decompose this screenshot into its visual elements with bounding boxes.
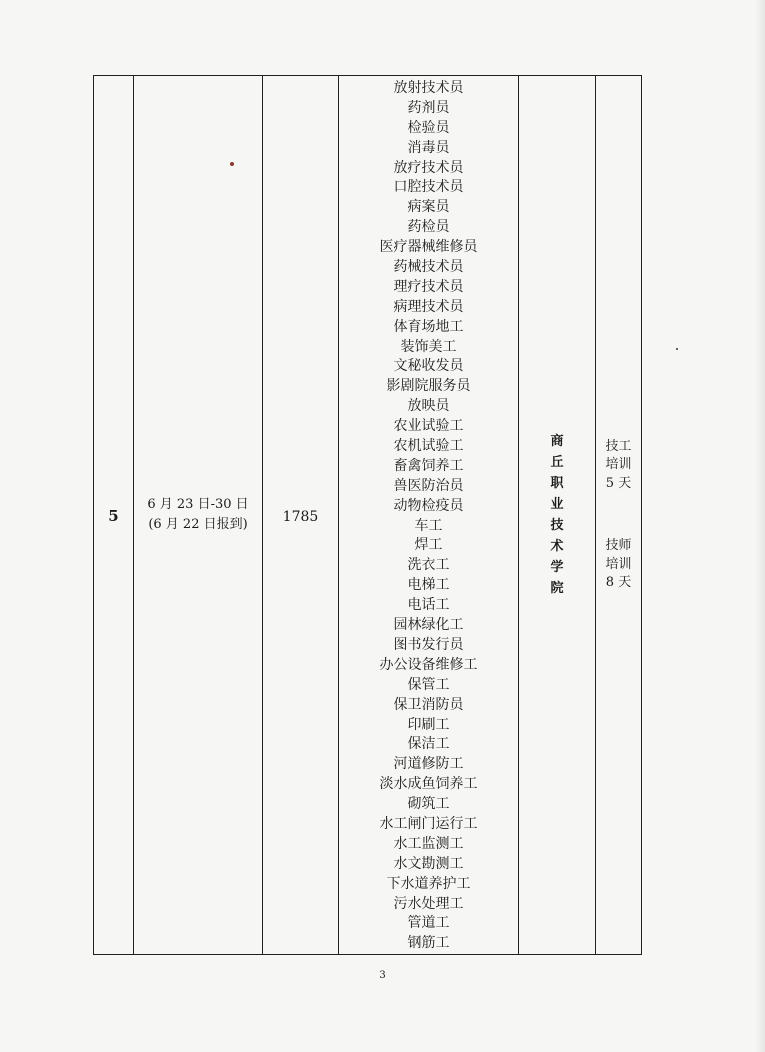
job-type-item: 河道修防工	[393, 756, 464, 773]
technician-training-line2: 培训	[605, 457, 632, 473]
job-type-item: 文秘收发员	[393, 358, 464, 375]
job-type-item: 检验员	[407, 119, 450, 136]
senior-technician-training-line1: 技师	[605, 538, 632, 554]
job-type-item: 病理技术员	[393, 298, 464, 315]
table-row	[94, 76, 642, 955]
note-spacer	[596, 493, 641, 537]
job-type-item: 洗衣工	[407, 557, 450, 574]
job-type-item: 园林绿化工	[393, 617, 464, 634]
job-type-item: 保卫消防员	[393, 696, 464, 713]
job-type-item: 车工	[414, 517, 443, 534]
job-type-item: 电话工	[407, 597, 450, 614]
job-type-item: 药械技术员	[393, 259, 464, 276]
job-type-item: 保管工	[407, 676, 450, 693]
job-type-item: 农业试验工	[393, 418, 464, 435]
job-type-item: 图书发行员	[393, 636, 464, 653]
job-type-item: 装饰美工	[400, 338, 457, 355]
job-type-item: 兽医防治员	[393, 477, 464, 494]
job-type-item: 钢筋工	[407, 935, 450, 952]
job-type-item: 水工闸门运行工	[379, 815, 478, 832]
job-type-item: 畜禽饲养工	[393, 457, 464, 474]
job-type-item: 污水处理工	[393, 895, 464, 912]
job-type-item: 水文勘测工	[393, 855, 464, 872]
job-type-item: 淡水成鱼饲养工	[379, 776, 478, 793]
job-type-item: 药检员	[407, 219, 450, 236]
job-type-item: 放射技术员	[393, 80, 464, 96]
job-type-item: 农机试验工	[393, 438, 464, 455]
job-type-item: 下水道养护工	[386, 875, 471, 892]
job-type-item: 口腔技术员	[393, 179, 464, 196]
job-type-item: 医疗器械维修员	[379, 239, 478, 256]
job-type-item: 电梯工	[407, 577, 450, 594]
job-type-item: 消毒员	[407, 139, 450, 156]
job-type-item: 动物检疫员	[393, 497, 464, 514]
sequence-cell	[94, 76, 134, 955]
training-schedule-table	[93, 75, 642, 955]
job-type-item: 体育场地工	[393, 318, 464, 335]
participant-count: 1785	[282, 508, 319, 525]
venue-cell	[519, 76, 596, 955]
job-type-item: 印刷工	[407, 716, 450, 733]
sequence-number: 5	[108, 506, 119, 525]
date-cell	[134, 76, 263, 955]
job-type-item: 影剧院服务员	[386, 378, 471, 395]
job-type-item: 病案员	[407, 199, 450, 216]
technician-training-days: 5 天	[605, 475, 632, 491]
note-cell	[596, 76, 642, 955]
count-cell	[263, 76, 339, 955]
scan-speck	[230, 162, 234, 166]
job-types-cell	[339, 76, 519, 955]
page-edge-shadow	[755, 0, 765, 1052]
job-type-item: 保洁工	[407, 736, 450, 753]
technician-training-line1: 技工	[605, 438, 632, 454]
senior-technician-training-line2: 培训	[605, 556, 632, 572]
senior-technician-training-days: 8 天	[605, 575, 632, 591]
job-type-item: 放疗技术员	[393, 159, 464, 176]
job-type-item: 砌筑工	[407, 796, 450, 813]
scan-speck	[676, 348, 678, 350]
job-type-item: 办公设备维修工	[379, 656, 478, 673]
venue-name: 商丘职业技术学院	[550, 434, 564, 597]
job-type-item: 理疗技术员	[393, 278, 464, 295]
page-number: 3	[379, 970, 386, 981]
job-type-list	[339, 76, 518, 954]
job-type-item: 放映员	[407, 398, 450, 415]
job-type-item: 管道工	[407, 915, 450, 932]
job-type-item: 水工监测工	[393, 835, 464, 852]
job-type-item: 药剂员	[407, 99, 450, 116]
date-range: 6 月 23 日-30 日	[147, 497, 249, 513]
report-date: (6 月 22 日报到)	[148, 517, 248, 533]
job-type-item: 焊工	[414, 537, 443, 554]
